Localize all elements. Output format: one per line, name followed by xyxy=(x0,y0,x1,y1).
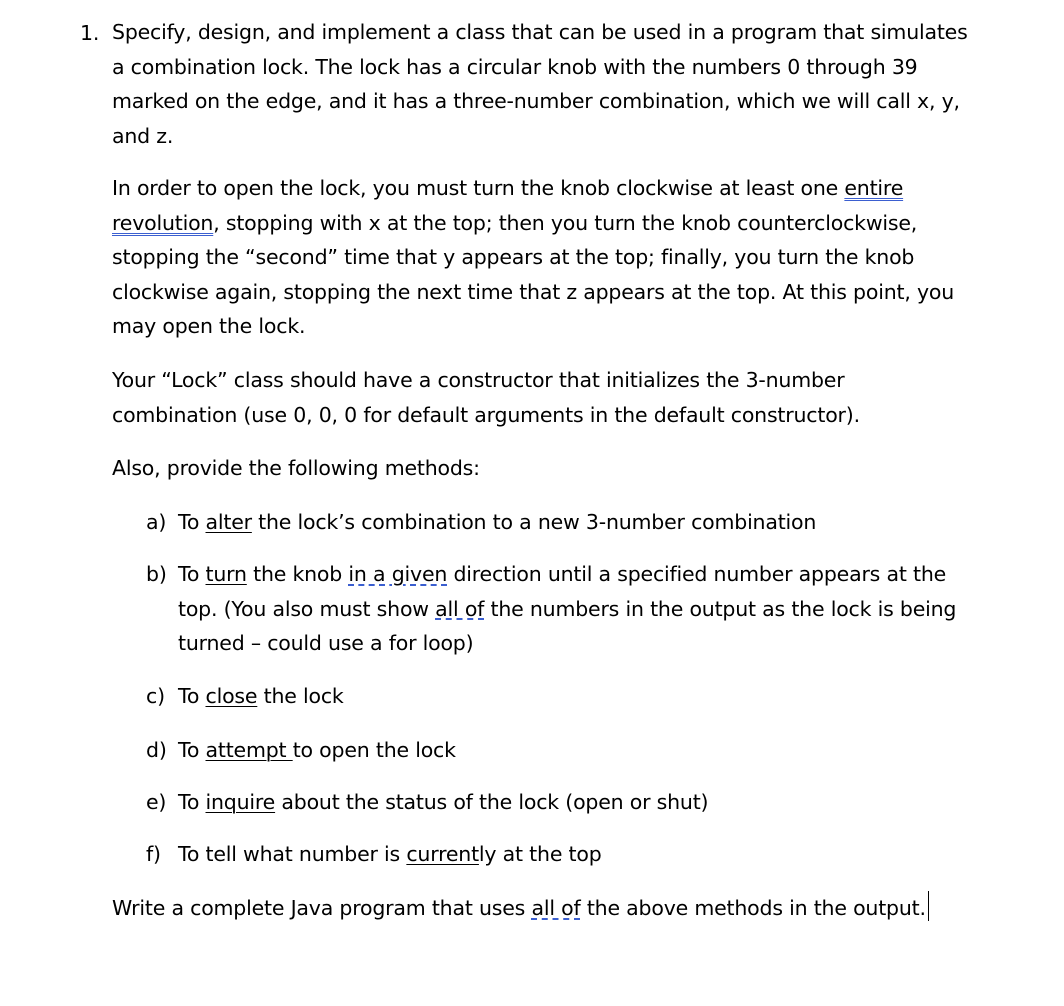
text-run: the lock’s combination to a new 3-number combination xyxy=(251,510,817,534)
constructor-line: combination (use 0, 0, 0 for default arguments in the default constructor). xyxy=(112,402,860,427)
item-label: b) xyxy=(146,562,167,586)
question-number: 1. xyxy=(80,21,100,45)
grammar-flag[interactable]: in a given xyxy=(348,562,448,586)
text-run: the above methods in the output. xyxy=(580,896,926,920)
constructor-paragraph xyxy=(112,363,972,432)
item-label: a) xyxy=(146,510,167,534)
text-run: the lock xyxy=(257,684,344,708)
text-run: to open the lock xyxy=(292,738,456,762)
list-item xyxy=(146,785,966,820)
text-run: To xyxy=(178,510,206,534)
underlined-word: current xyxy=(406,842,479,866)
final-instruction xyxy=(112,891,972,926)
item-label: c) xyxy=(146,684,165,708)
procedure-line xyxy=(112,206,972,241)
underlined-word: attempt xyxy=(205,738,293,762)
text-run: turned – could use a for loop) xyxy=(178,631,474,655)
procedure-line: clockwise again, stopping the next time that z appears at the top. At this point, you xyxy=(112,279,955,304)
text-run: To xyxy=(178,684,206,708)
item-label: e) xyxy=(146,790,167,814)
grammar-flag[interactable]: all of xyxy=(531,896,581,920)
text-run: about the status of the lock (open or shut) xyxy=(275,790,709,814)
text-run: the knob xyxy=(246,562,349,586)
intro-line: marked on the edge, and it has a three-number combination, which we will call x, y, xyxy=(112,89,960,113)
procedure-line: stopping the “second” time that y appears at the top; finally, you turn the knob xyxy=(112,245,915,269)
item-label: f) xyxy=(146,842,161,866)
text-run: , stopping with x at the top; then you turn the knob counterclockwise, xyxy=(213,210,918,235)
intro-paragraph xyxy=(112,15,972,153)
list-item xyxy=(146,505,966,540)
list-item xyxy=(146,679,966,714)
text-run: direction until a specified number appears at the xyxy=(447,562,947,586)
text-run: To xyxy=(178,562,206,586)
list-item xyxy=(146,837,966,872)
text-cursor xyxy=(928,891,930,921)
grammar-flag[interactable]: all of xyxy=(435,596,485,621)
item-label: d) xyxy=(146,738,167,762)
grammar-flag-entire[interactable]: entire xyxy=(844,176,904,200)
constructor-line: Your “Lock” class should have a constructor that initializes the 3-number xyxy=(112,368,845,392)
list-item xyxy=(146,733,966,768)
procedure-line xyxy=(112,171,972,206)
procedure-line: may open the lock. xyxy=(112,314,306,338)
text-run: To xyxy=(178,738,206,762)
intro-line: Specify, design, and implement a class that can be used in a program that simulates xyxy=(112,20,968,44)
grammar-flag-revolution[interactable]: revolution xyxy=(112,210,214,235)
text-run: ly at the top xyxy=(478,842,602,866)
intro-line: a combination lock. The lock has a circular knob with the numbers 0 through 39 xyxy=(112,54,918,79)
text-run: the numbers in the output as the lock is being xyxy=(484,596,957,621)
underlined-word: close xyxy=(205,684,258,708)
text-run: Write a complete Java program that uses xyxy=(112,896,532,920)
list-item xyxy=(146,557,966,661)
text-run: top. (You also must show xyxy=(178,596,436,621)
intro-line: and z. xyxy=(112,123,174,148)
text-run: To tell what number is xyxy=(178,842,407,866)
underlined-word: alter xyxy=(205,510,252,534)
underlined-word: inquire xyxy=(205,790,276,814)
text-run: To xyxy=(178,790,206,814)
text-run: In order to open the lock, you must turn the knob clockwise at least one xyxy=(112,176,845,200)
procedure-paragraph xyxy=(112,171,972,344)
methods-intro: Also, provide the following methods: xyxy=(112,456,480,480)
underlined-word: turn xyxy=(205,562,247,586)
